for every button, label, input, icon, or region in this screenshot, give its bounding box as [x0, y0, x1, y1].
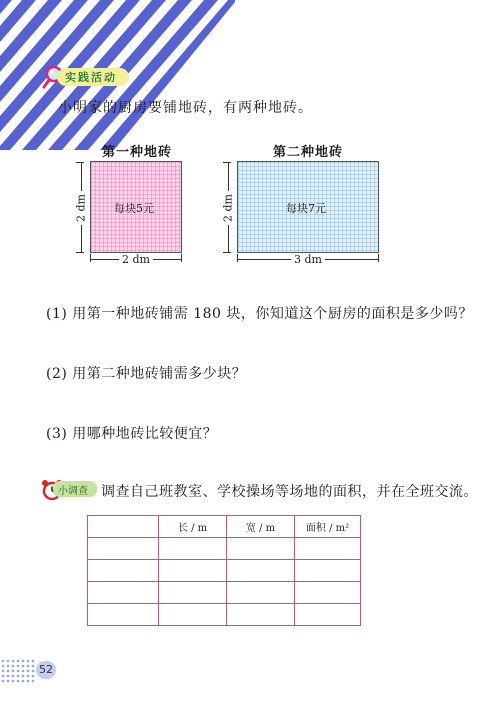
- activity-badge-label: 实践活动: [65, 71, 117, 84]
- tile-2-illustration: [237, 161, 379, 253]
- tile-2-height-dimension: [223, 162, 233, 253]
- tile-1-width-label: 2 dm: [119, 253, 153, 266]
- table-row: [88, 538, 361, 560]
- table-header-row: [88, 516, 361, 538]
- tile-2-price: 每块7元: [286, 202, 326, 215]
- survey-badge-label: 小调查: [58, 486, 88, 497]
- activity-badge: [41, 64, 133, 90]
- tile-1-illustration: [90, 161, 182, 253]
- table-row: [88, 582, 361, 604]
- tile-2-width-dimension: [237, 254, 379, 264]
- tile-1-height-label: 2 dm: [75, 191, 88, 225]
- tile-1-height-dimension: [76, 162, 86, 253]
- table-row: [88, 604, 361, 626]
- table-header-cell: [88, 516, 159, 538]
- page-number-area: [0, 655, 60, 685]
- intro-text: 小明家的厨房要铺地砖，有两种地砖。: [58, 100, 313, 116]
- tile-1-width-dimension: [90, 254, 182, 264]
- tile-1-title: 第一种地砖: [102, 145, 173, 160]
- survey-instruction: 调查自己班教室、学校操场等场地的面积，并在全班交流。: [101, 484, 478, 500]
- tile-1-price: 每块5元: [114, 202, 154, 215]
- survey-table: [87, 515, 361, 626]
- table-row: [88, 560, 361, 582]
- question-1: (1) 用第一种地砖铺需 180 块，你知道这个厨房的面积是多少吗？: [46, 306, 473, 322]
- question-2: (2) 用第二种地砖铺需多少块？: [46, 366, 247, 382]
- question-3: (3) 用哪种地砖比较便宜？: [46, 426, 218, 442]
- tile-2-width-label: 3 dm: [291, 253, 325, 266]
- table-header-width: 宽 / m: [227, 516, 295, 538]
- dot-pattern-decoration: [0, 655, 40, 685]
- table-header-area: 面积 / m²: [295, 516, 361, 538]
- table-header-length: 长 / m: [159, 516, 227, 538]
- tile-2-title: 第二种地砖: [273, 145, 344, 160]
- survey-badge: [40, 478, 100, 502]
- tile-2-height-label: 2 dm: [222, 191, 235, 225]
- page-number: 52: [36, 661, 56, 679]
